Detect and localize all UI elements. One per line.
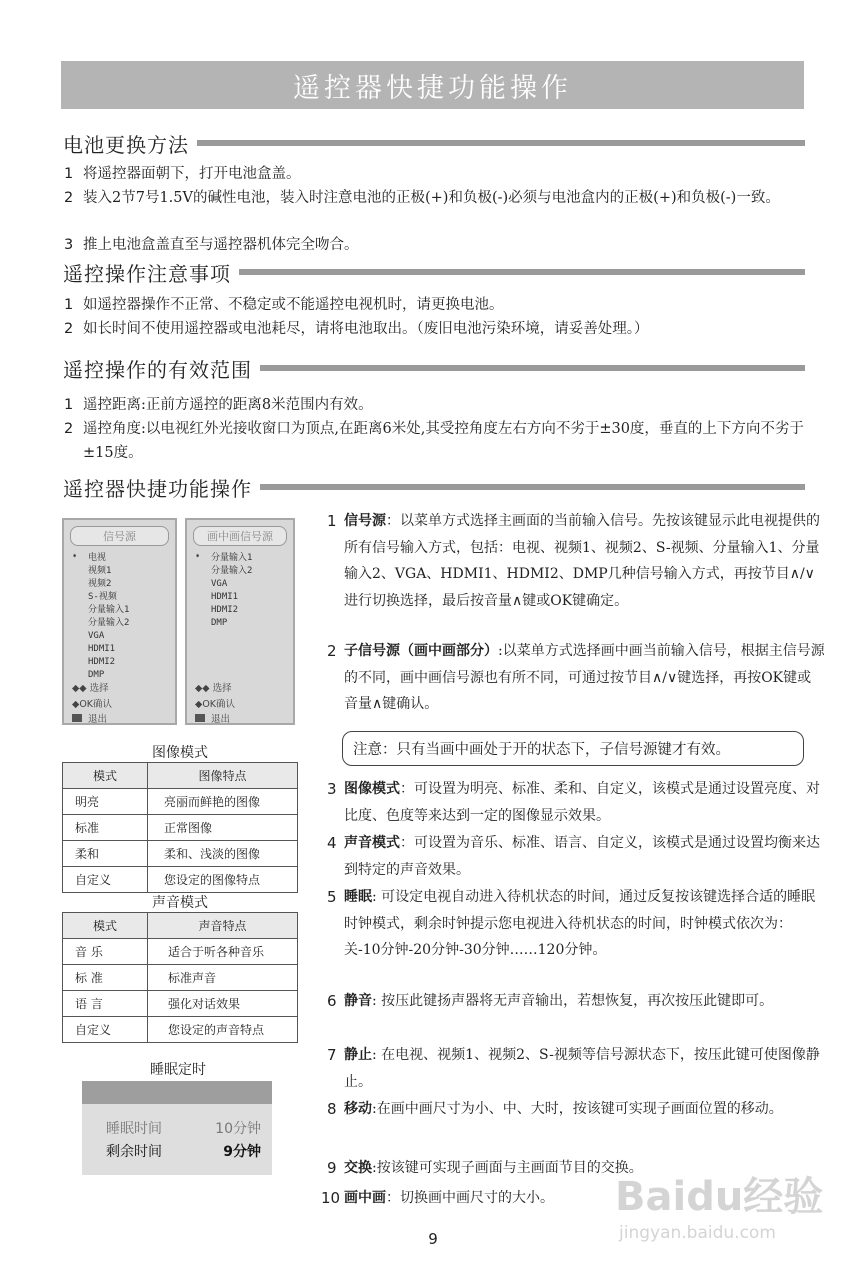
list-item: 2 如长时间不使用遥控器或电池耗尽，请将电池取出。（废旧电池污染环境，请妥善处理。） — [64, 321, 649, 337]
table-caption: 图像模式 — [152, 745, 208, 761]
section-rule — [239, 269, 805, 275]
menu-item[interactable]: HDMI2 — [88, 657, 116, 667]
function-item: 4 声音模式：可设置为音乐、标准、语言、自定义，该模式是通过设置均衡来达到特定的声音效果。 — [327, 834, 820, 878]
table-row: 标 准 标准声音 — [63, 965, 298, 991]
watermark-url: jingyan.baidu.com — [619, 1223, 776, 1243]
sleep-timer-osd — [82, 1081, 272, 1175]
table-row: 音 乐 适合于听各种音乐 — [63, 939, 298, 965]
section-header-battery — [63, 128, 805, 158]
section-title: 遥控操作注意事项 — [63, 261, 231, 286]
sleep-caption: 睡眠定时 — [150, 1062, 206, 1078]
table-row: 自定义 您设定的声音特点 — [63, 1017, 298, 1043]
function-item: 7 静止: 在电视、视频1、视频2、S-视频等信号源状态下，按压此键可使图像静止。 — [327, 1046, 820, 1090]
section-header-shortcut — [63, 472, 805, 502]
page-number: 9 — [428, 1230, 438, 1248]
picture-mode-table: 模式 图像特点 明亮 亮丽而鲜艳的图像 标准 正常图像 柔和 柔和、浅淡的图像 自定义 您设定的图像特点 — [62, 762, 298, 893]
list-item: 2 装入2节7号1.5V的碱性电池，装入时注意电池的正极(+)和负极(-)必须与电池盒内的正极(+)和负极(-)一致。 — [64, 190, 780, 206]
section-title: 遥控操作的有效范围 — [63, 357, 252, 382]
section-rule — [260, 365, 805, 371]
section-title: 电池更换方法 — [63, 132, 189, 157]
function-item: 2 子信号源（画中画部分）:以菜单方式选择画中画当前输入信号，根据主信号源的不同，画中画信号源也有所不同，可通过按节目∧/∨键选择，再按OK键或音量∧键确认。 — [327, 642, 825, 712]
function-item: 8 移动:在画中画尺寸为小、中、大时，按该键可实现子画面位置的移动。 — [327, 1100, 783, 1118]
menu-footer-exit: 退出 — [72, 711, 107, 725]
menu-item[interactable]: 分量输入1 — [211, 553, 253, 563]
source-menu — [62, 518, 177, 725]
menu-item[interactable]: VGA — [211, 579, 228, 589]
table-row: 柔和 柔和、浅淡的图像 — [63, 841, 298, 867]
menu-item[interactable]: DMP — [88, 670, 105, 680]
cursor-icon: ➧ — [195, 552, 201, 562]
menu-footer-exit: 退出 — [195, 711, 230, 725]
menu-item[interactable]: 分量输入1 — [88, 605, 130, 615]
table-row: 语 言 强化对话效果 — [63, 991, 298, 1017]
menu-item[interactable]: VGA — [88, 631, 105, 641]
arrow-icon: ◆ — [195, 699, 203, 710]
menu-item[interactable]: HDMI1 — [88, 644, 116, 654]
menu-footer-select: ◆◆ 选择 — [195, 683, 232, 694]
section-rule — [197, 140, 805, 146]
section-title: 遥控器快捷功能操作 — [63, 476, 252, 501]
menu-item[interactable]: 分量输入2 — [211, 566, 253, 576]
list-item: 1 将遥控器面朝下，打开电池盒盖。 — [64, 166, 301, 182]
section-rule — [260, 484, 805, 490]
list-item: 2 遥控角度:以电视红外光接收窗口为顶点,在距离6米处,其受控角度左右方向不劣于±30度，垂直的上下方向不劣于±15度。 — [64, 421, 804, 461]
updown-icon: ◆◆ — [195, 683, 210, 694]
menu-footer-select: ◆◆ 选择 — [72, 683, 109, 694]
arrow-icon: ◆ — [72, 699, 80, 710]
menu-header: 画中画信号源 — [193, 526, 287, 546]
function-item: 6 静音: 按压此键扬声器将无声音输出，若想恢复，再次按压此键即可。 — [327, 992, 774, 1010]
exit-key-icon — [72, 714, 82, 722]
section-header-caution — [63, 257, 805, 287]
list-item: 3 推上电池盒盖直至与遥控器机体完全吻合。 — [64, 237, 359, 253]
updown-icon: ◆◆ — [72, 683, 87, 694]
menu-footer-ok: ◆OK确认 — [195, 699, 236, 710]
baidu-watermark — [615, 1165, 845, 1265]
remaining-time-row: 剩余时间 9分钟 — [106, 1144, 261, 1160]
pip-source-menu — [185, 518, 295, 725]
list-item: 1 遥控距离:正前方遥控的距离8米范围内有效。 — [64, 397, 373, 413]
cursor-icon: ➧ — [72, 552, 78, 562]
menu-item[interactable]: HDMI1 — [211, 592, 239, 602]
menu-item[interactable]: DMP — [211, 618, 228, 628]
menu-footer-ok: ◆OK确认 — [72, 699, 113, 710]
function-item: 10 画中画：切换画中画尺寸的大小。 — [321, 1189, 554, 1207]
list-item: 1 如遥控器操作不正常、不稳定或不能遥控电视机时，请更换电池。 — [64, 297, 504, 313]
function-item: 5 睡眠: 可设定电视自动进入待机状态的时间，通过反复按该键选择合适的睡眠时钟模式，剩余时钟提示您电视进入待机状态的时间，时钟模式依次为：关-10分钟-20分钟-30分钟……120分钟。 — [327, 888, 816, 958]
exit-key-icon — [195, 714, 205, 722]
menu-item[interactable]: HDMI2 — [211, 605, 239, 615]
sound-mode-table: 模式 声音特点 音 乐 适合于听各种音乐 标 准 标准声音 语 言 强化对话效果 自定义 您设定的声音特点 — [62, 912, 298, 1043]
table-row: 自定义 您设定的图像特点 — [63, 867, 298, 893]
menu-item[interactable]: 电视 — [88, 553, 107, 563]
page-title: 遥控器快捷功能操作 — [61, 61, 804, 109]
table-row: 标准 正常图像 — [63, 815, 298, 841]
function-item: 9 交换:按该键可实现子画面与主画面节目的交换。 — [327, 1159, 643, 1177]
osd-title-bar — [82, 1081, 272, 1104]
menu-item[interactable]: 视频1 — [88, 566, 112, 576]
table-row: 明亮 亮丽而鲜艳的图像 — [63, 789, 298, 815]
function-item: 1 信号源：以菜单方式选择主画面的当前输入信号。先按该键显示此电视提供的所有信号输入方式，包括：电视、视频1、视频2、S-视频、分量输入1、分量输入2、VGA、HDMI1、HDMI2、DMP几种信号输入方式，再按节目∧/∨进行切换选择，最后按音量∧键或OK键确定。 — [327, 512, 820, 609]
table-caption: 声音模式 — [152, 895, 208, 911]
sleep-time-row: 睡眠时间 10分钟 — [106, 1121, 261, 1137]
note-box: 注意：只有当画中画处于开的状态下，子信号源键才有效。 — [342, 731, 804, 766]
function-item: 3 图像模式：可设置为明亮、标准、柔和、自定义，该模式是通过设置亮度、对比度、色度等来达到一定的图像显示效果。 — [327, 780, 820, 824]
menu-header: 信号源 — [70, 526, 169, 546]
menu-item[interactable]: S-视频 — [88, 592, 117, 602]
watermark-brand: Baidu经验 — [615, 1174, 824, 1220]
section-header-range — [63, 353, 805, 383]
menu-item[interactable]: 视频2 — [88, 579, 112, 589]
menu-item[interactable]: 分量输入2 — [88, 618, 130, 628]
